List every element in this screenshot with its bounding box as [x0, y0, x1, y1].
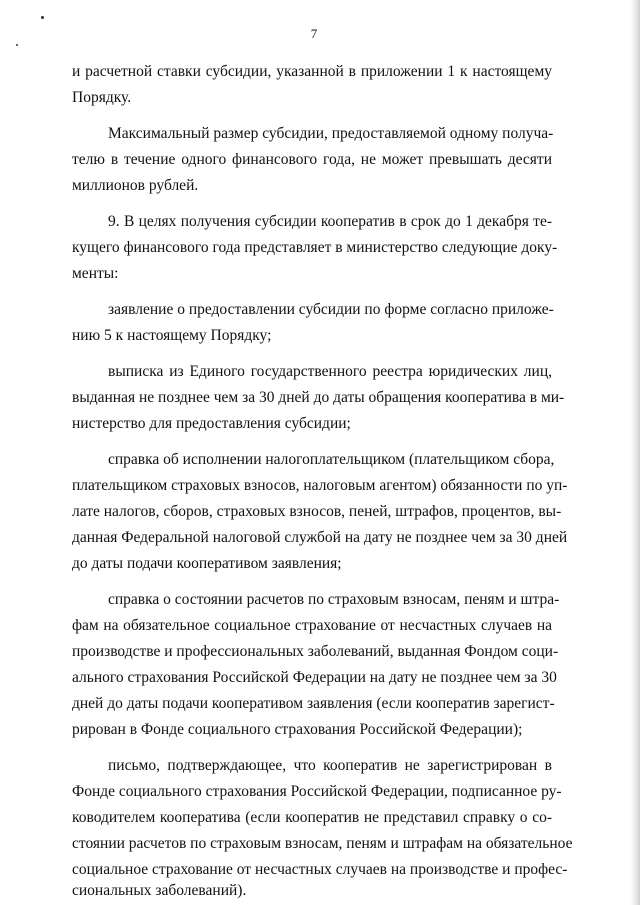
text-line: кущего финансового года представляет в министерство следующие доку- — [72, 239, 558, 256]
text-line: нию 5 к настоящему Порядку; — [72, 327, 272, 344]
text-line: миллионов рублей. — [72, 177, 199, 194]
text-line: заявление о предоставлении субсидии по форме согласно приложе- — [108, 301, 554, 318]
text-line: сиональных заболеваний). — [72, 882, 247, 899]
text-line: Фонде социального страхования Российской Федерации, подписанное ру- — [72, 783, 562, 800]
text-line: и расчетной ставки субсидии, указанной в приложении 1 к настоящему — [72, 63, 552, 80]
scan-edge-shadow — [630, 0, 640, 905]
text-line: Порядку. — [72, 89, 132, 106]
text-line: фам на обязательное социальное страхование от несчастных случаев на — [72, 617, 552, 634]
text-line: справка о состоянии расчетов по страховым взносам, пеням и штра- — [108, 591, 560, 608]
text-line: ального страхования Российской Федерации на дату не позднее чем за 30 — [72, 669, 557, 686]
text-line: ководителем кооператива (если кооператив не представил справку о со- — [72, 809, 552, 826]
text-line: 9. В целях получения субсидии кооператив в срок до 1 декабря те- — [108, 213, 552, 230]
text-line: выписка из Единого государственного реестра юридических лиц, — [108, 363, 552, 380]
text-line: плательщиком страховых взносов, налоговым агентом) обязанности по уп- — [72, 477, 568, 494]
text-line: рирован в Фонде социального страхования Российской Федерации); — [72, 721, 523, 738]
text-line: Максимальный размер субсидии, предоставляемой одному получа- — [108, 125, 554, 142]
text-line: выданная не позднее чем за 30 дней до даты обращения кооператива в ми- — [72, 389, 565, 406]
text-line: нистерство для предоставления субсидии; — [72, 415, 351, 432]
text-line: до даты подачи кооперативом заявления; — [72, 555, 342, 572]
scan-speck — [41, 16, 44, 19]
text-line: производстве и профессиональных заболеваний, выданная Фондом соци- — [72, 643, 559, 660]
text-line: данная Федеральной налоговой службой на дату не позднее чем за 30 дней — [72, 529, 568, 546]
text-line: стоянии расчетов по страховым взносам, пеням и штрафам на обязательное — [72, 835, 573, 852]
page-number: 7 — [310, 26, 318, 41]
text-line: социальное страхование от несчастных случаев на производстве и профес- — [72, 861, 568, 878]
text-line: справка об исполнении налогоплательщиком (плательщиком сбора, — [108, 451, 555, 468]
text-line: телю в течение одного финансового года, не может превышать десяти — [72, 151, 552, 168]
text-line: дней до даты подачи кооперативом заявления (если кооператив зарегист- — [72, 695, 555, 712]
scan-speck — [16, 44, 18, 46]
text-line: лате налогов, сборов, страховых взносов, пеней, штрафов, процентов, вы- — [72, 503, 562, 520]
text-line: письмо, подтверждающее, что кооператив не зарегистрирован в — [108, 757, 552, 774]
text-line: менты: — [72, 265, 119, 282]
